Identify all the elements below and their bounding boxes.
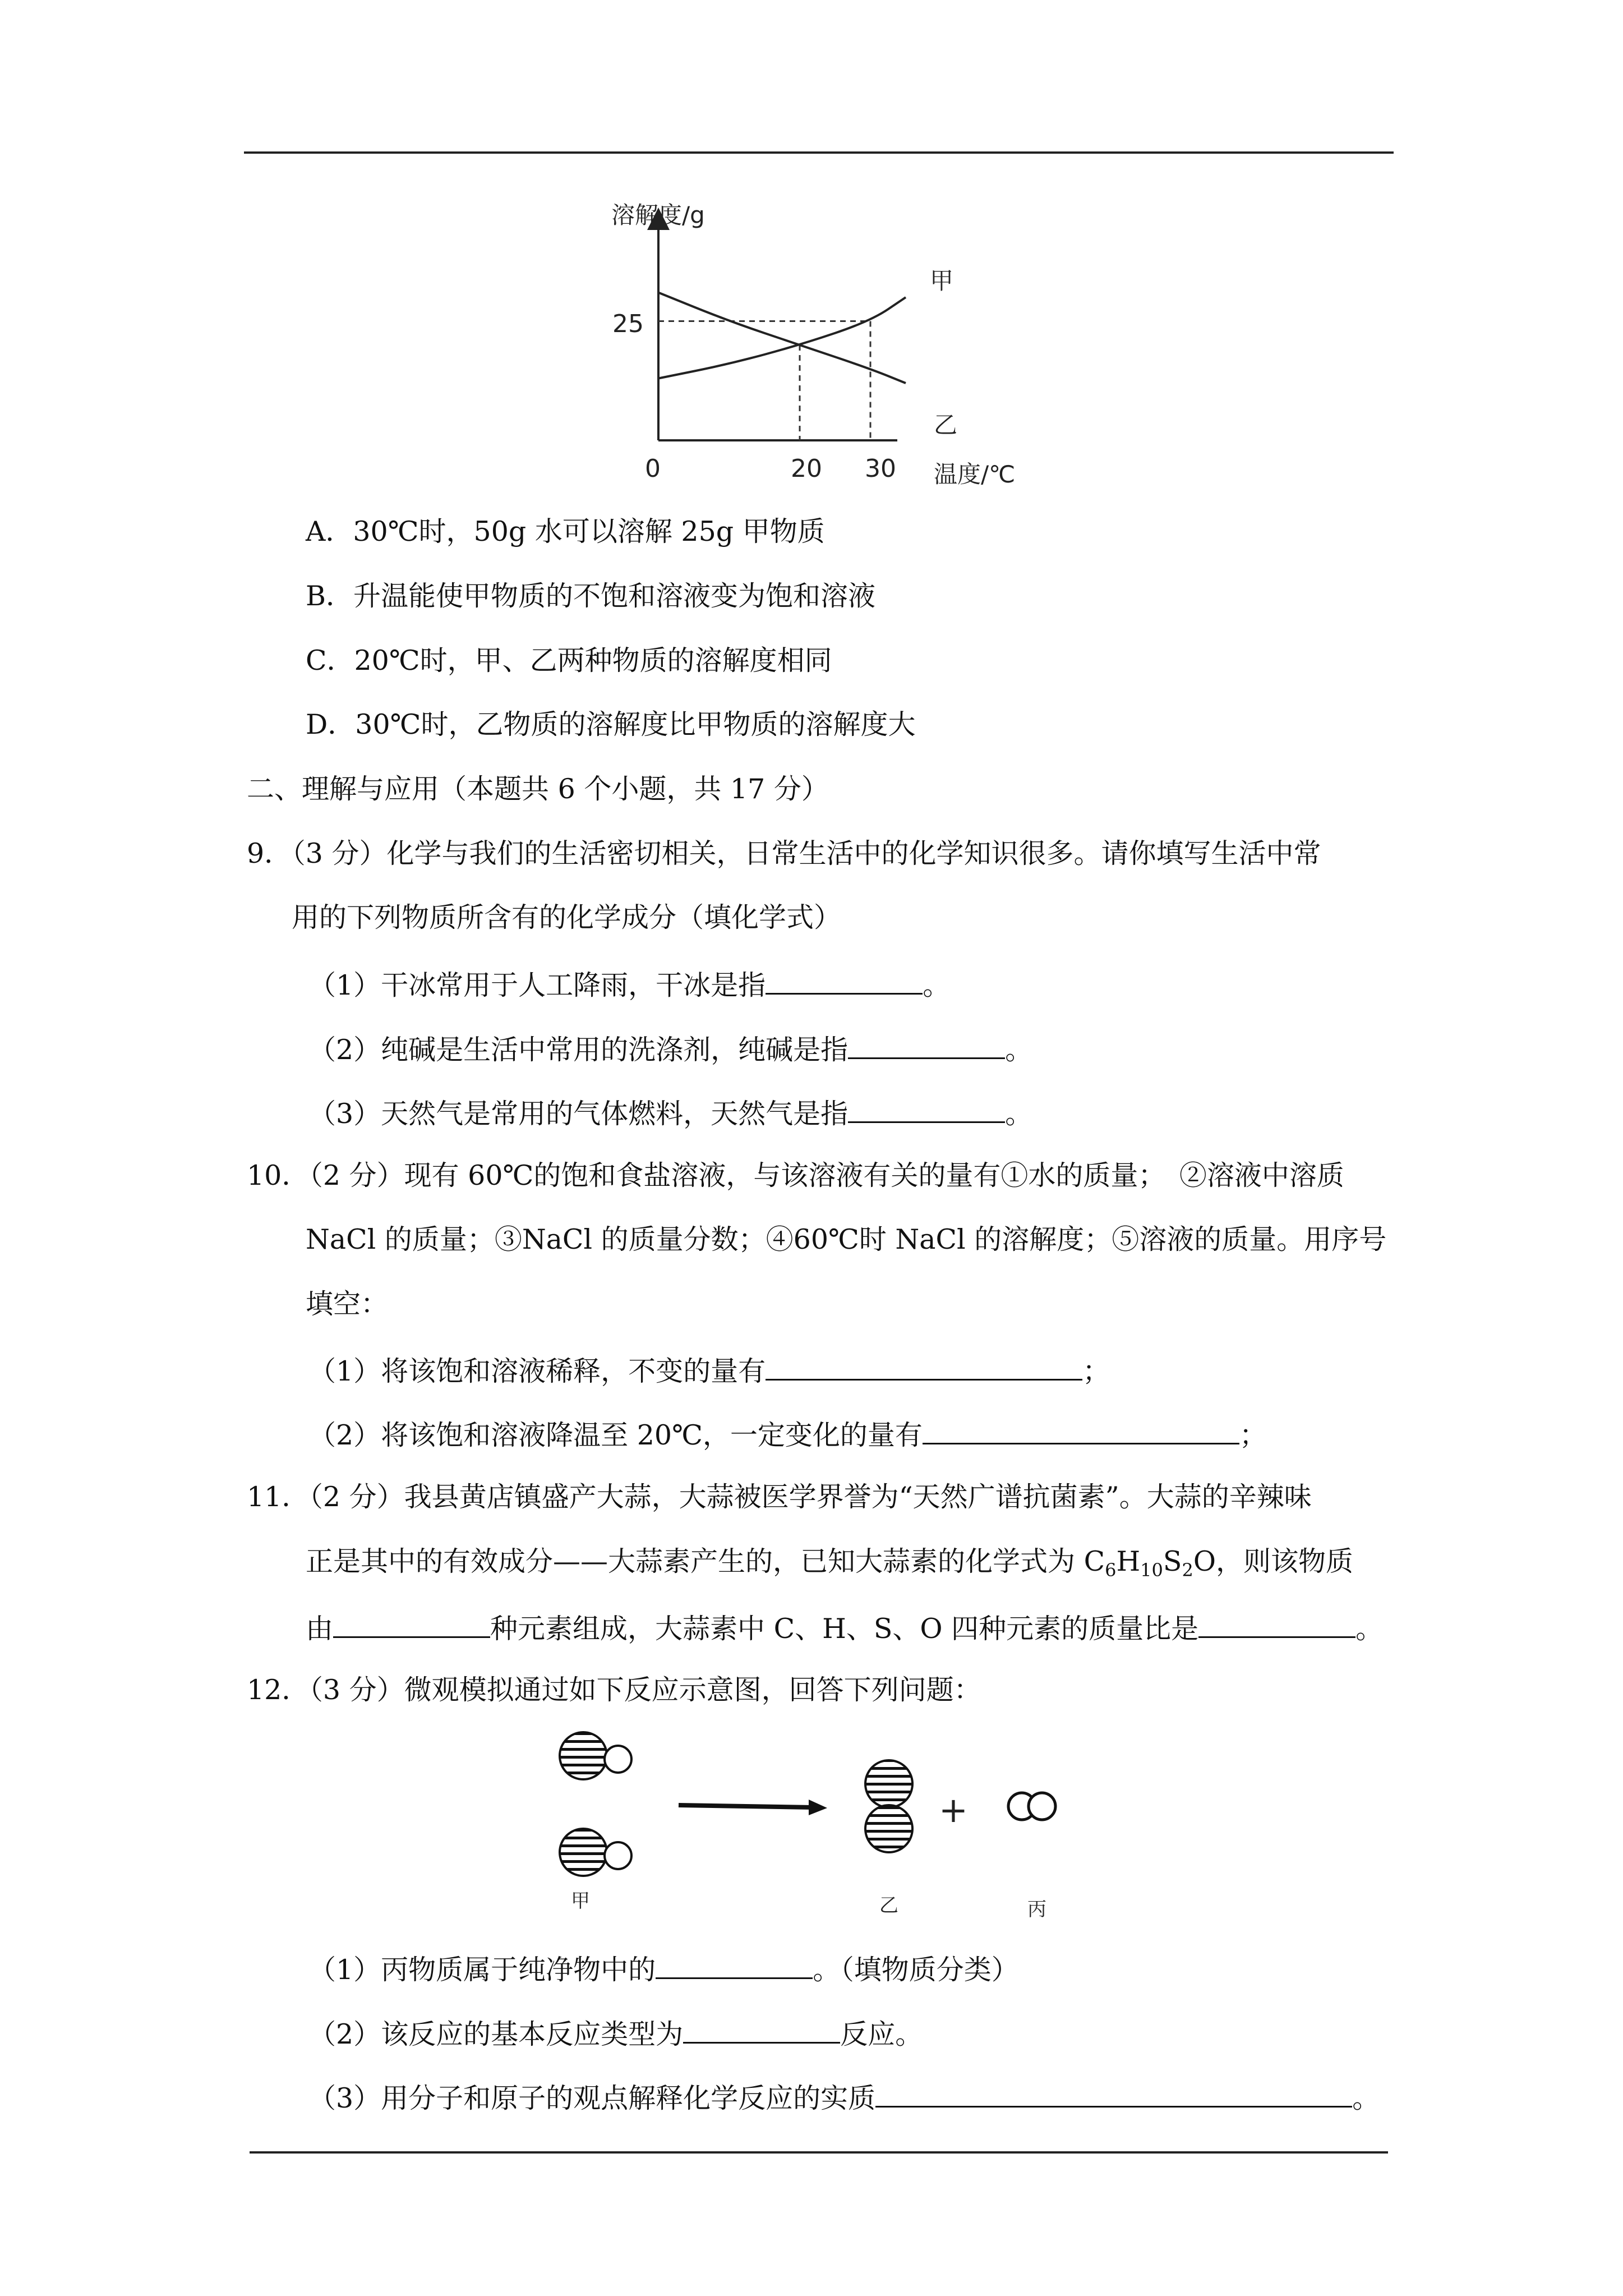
q8-option-d: D．30℃时，乙物质的溶解度比甲物质的溶解度大 xyxy=(306,708,916,740)
series-label-jia: 甲 xyxy=(930,267,954,295)
molecule-yi xyxy=(865,1760,912,1852)
q11-stem-1: 11．（2 分）我县黄店镇盛产大蒜，大蒜被医学界誉为“天然广谱抗菌素”。大蒜的辛辣味 xyxy=(247,1481,1312,1513)
series-label-yi: 乙 xyxy=(934,411,958,439)
q9-part-3: （3）天然气是常用的气体燃料，天然气是指 。 xyxy=(308,1094,1032,1131)
plus-sign: + xyxy=(939,1789,968,1830)
q10-stem-3: 填空： xyxy=(306,1288,389,1320)
q9-stem-1: 9．（3 分）化学与我们的生活密切相关，日常生活中的化学知识很多。请你填写生活中常 xyxy=(247,838,1321,869)
q9-part-1: （1）干冰常用于人工降雨，干冰是指 。 xyxy=(308,966,950,1002)
molecule-jia-2 xyxy=(560,1829,631,1876)
q10-blank-1[interactable] xyxy=(766,1352,1082,1381)
label-jia: 甲 xyxy=(571,1890,590,1912)
q12-number: 12． xyxy=(247,1674,310,1706)
q9-blank-2[interactable] xyxy=(848,1030,1005,1059)
reaction-arrow xyxy=(679,1805,813,1807)
arrow-head xyxy=(809,1800,827,1815)
q11-stem-3: 由 种元素组成，大蒜素中 C、H、S、O 四种元素的质量比是 。 xyxy=(306,1609,1383,1646)
q9-part-2: （2）纯碱是生活中常用的洗涤剂，纯碱是指 。 xyxy=(308,1030,1032,1067)
q12-blank-3[interactable] xyxy=(875,2079,1352,2108)
q12-blank-2[interactable] xyxy=(683,2015,840,2044)
q9-number: 9． xyxy=(247,838,292,869)
y-tick-25: 25 xyxy=(612,310,644,338)
q11-blank-2[interactable] xyxy=(1198,1609,1355,1638)
guides-layer xyxy=(658,321,870,441)
series-layer xyxy=(658,293,906,384)
q11-stem-2: 正是其中的有效成分——大蒜素产生的，已知大蒜素的化学式为 $C_6H_{10}S_2O$，则该物质 xyxy=(306,1545,1353,1581)
x-tick-30: 30 xyxy=(865,454,896,483)
q9-blank-3[interactable] xyxy=(848,1094,1005,1123)
q9-blank-1[interactable] xyxy=(766,966,923,995)
q12-blank-1[interactable] xyxy=(656,1950,813,1979)
q10-stem-2: NaCl 的质量；③NaCl 的质量分数；④60℃时 NaCl 的溶解度；⑤溶液的质量。用序号 xyxy=(306,1223,1387,1255)
q8-option-a: A．30℃时，50g 水可以溶解 25g 甲物质 xyxy=(306,516,825,547)
q8-option-b: B．升温能使甲物质的不饱和溶液变为饱和溶液 xyxy=(306,580,876,612)
q10-stem-1: 10．（2 分）现有 60℃的饱和食盐溶液，与该溶液有关的量有①水的质量； ②溶液中溶质 xyxy=(247,1159,1344,1191)
molecule-jia-1 xyxy=(560,1732,631,1779)
reaction-diagram xyxy=(550,1722,1099,1935)
y-axis-label: 溶解度/g xyxy=(611,201,705,229)
q8-option-c: C．20℃时，甲、乙两种物质的溶解度相同 xyxy=(306,645,832,677)
q12-stem-1: 12．（3 分）微观模拟通过如下反应示意图，回答下列问题： xyxy=(247,1674,981,1706)
x-axis-label: 温度/℃ xyxy=(934,461,1016,488)
solubility-chart xyxy=(606,191,1099,505)
top-rule xyxy=(244,151,1394,154)
x-tick-20: 20 xyxy=(791,454,822,483)
q10-part-2: （2）将该饱和溶液降温至 20℃，一定变化的量有 ； xyxy=(308,1416,1267,1452)
q12-part-2: （2）该反应的基本反应类型为 反应。 xyxy=(308,2015,923,2051)
q12-part-3: （3）用分子和原子的观点解释化学反应的实质 。 xyxy=(308,2079,1380,2115)
label-bing: 丙 xyxy=(1027,1898,1046,1921)
molecule-bing xyxy=(1008,1793,1055,1820)
q10-part-1: （1）将该饱和溶液稀释，不变的量有 ； xyxy=(308,1352,1110,1388)
curve-yi xyxy=(658,293,906,384)
q11-blank-1[interactable] xyxy=(333,1609,490,1638)
q12-part-1: （1）丙物质属于纯净物中的 。（填物质分类） xyxy=(308,1950,1019,1987)
q9-stem-2: 用的下列物质所含有的化学成分（填化学式） xyxy=(292,901,842,933)
section-2-title: 二、理解与应用（本题共 6 个小题，共 17 分） xyxy=(247,773,829,805)
q11-number: 11． xyxy=(247,1481,310,1513)
label-yi: 乙 xyxy=(879,1894,898,1917)
q10-number: 10． xyxy=(247,1159,310,1191)
x-tick-0: 0 xyxy=(645,454,661,483)
curve-jia xyxy=(658,297,906,379)
bottom-rule xyxy=(250,2151,1388,2154)
q10-blank-2[interactable] xyxy=(923,1416,1239,1444)
